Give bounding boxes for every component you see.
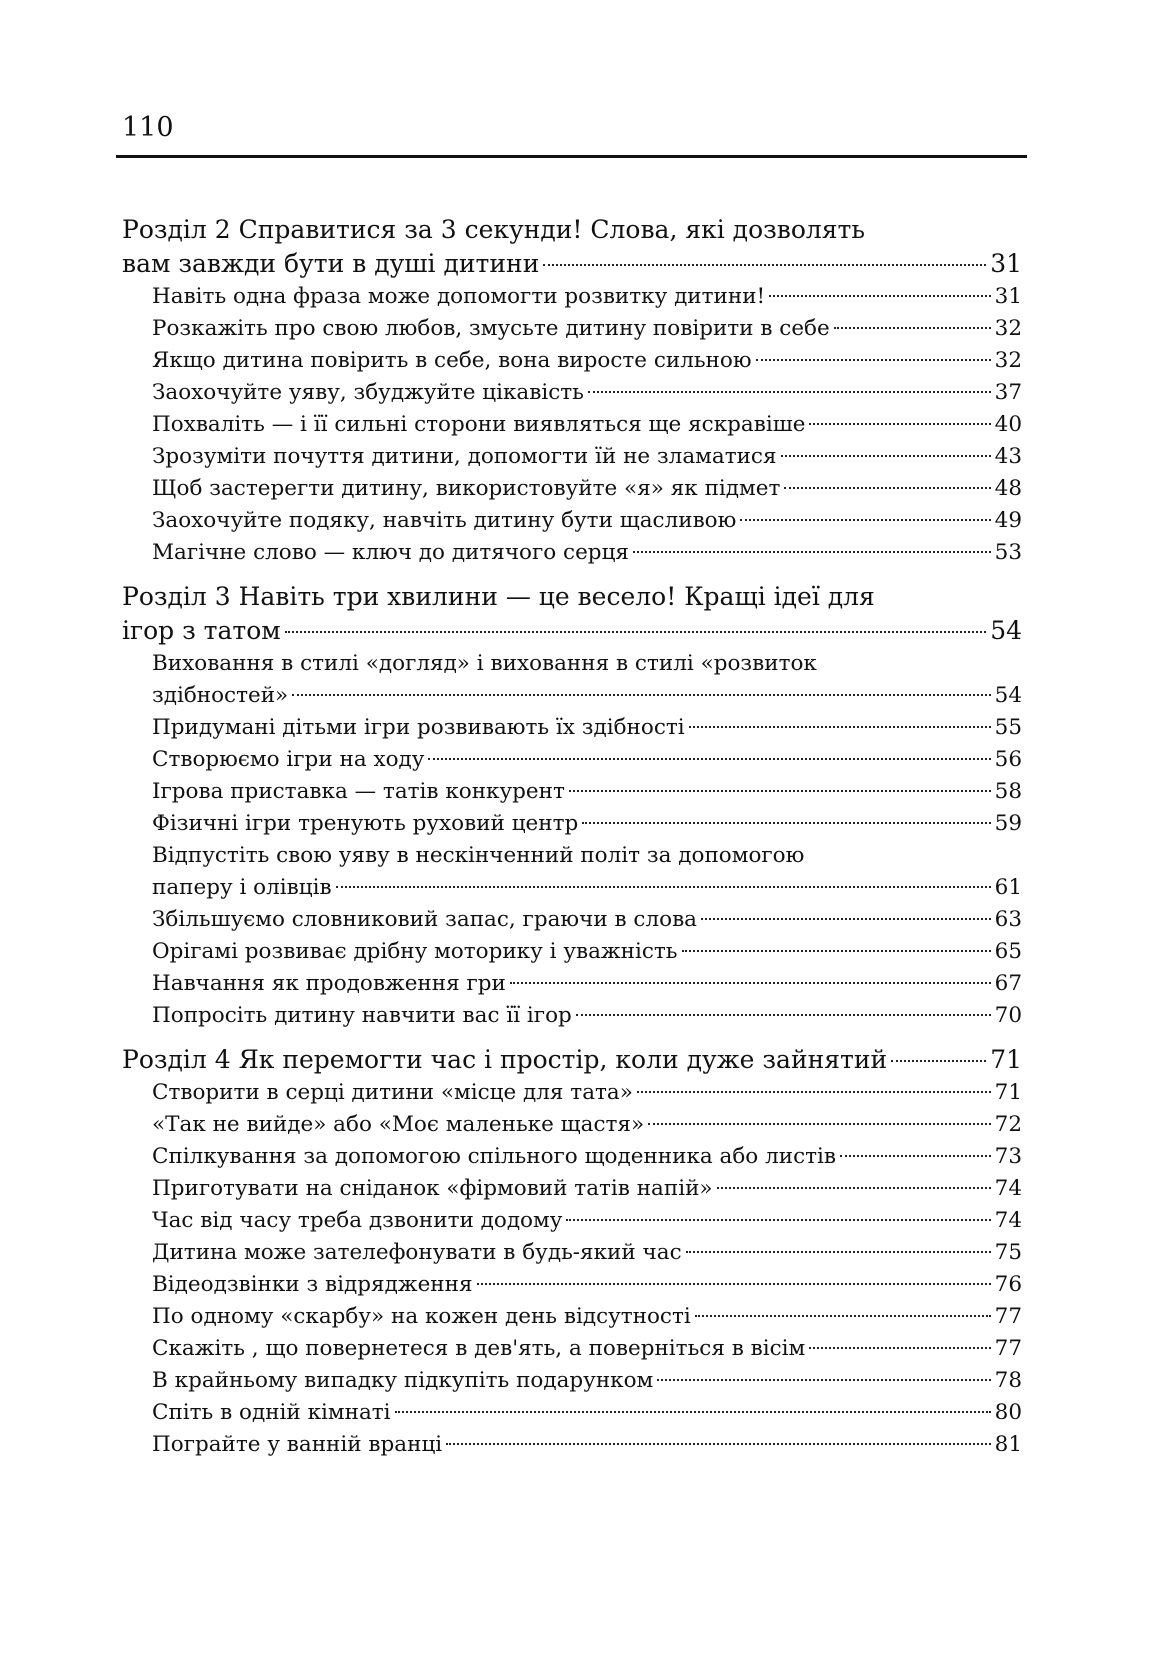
- section-title-line: Відпустіть свою уяву в нескінченний політ за допомогою: [152, 843, 805, 868]
- section-entry[interactable]: [122, 936, 1022, 968]
- dot-leader: [682, 950, 991, 952]
- section-page-number: 37: [994, 380, 1022, 405]
- section-entry[interactable]: [122, 1365, 1022, 1397]
- dot-leader: [701, 918, 991, 920]
- section-title-line: Виховання в стилі «догляд» і виховання в стилі «розвиток: [152, 651, 817, 676]
- section-title: Якщо дитина повірить в себе, вона виросте сильною: [152, 348, 752, 373]
- section-page-number: 58: [994, 779, 1022, 804]
- dot-leader: [569, 790, 991, 792]
- section-title: Похваліть — і її сильні сторони виявляться ще яскравіше: [152, 412, 806, 437]
- section-entry[interactable]: [122, 1173, 1022, 1205]
- chapter-title: ігор з татом: [122, 616, 281, 645]
- dot-leader: [292, 694, 990, 696]
- dot-leader: [336, 886, 991, 888]
- section-page-number: 49: [994, 508, 1022, 533]
- section-entry[interactable]: [122, 473, 1022, 505]
- chapter-title: вам завжди бути в душі дитини: [122, 249, 540, 278]
- section-entry[interactable]: [122, 1237, 1022, 1269]
- section-page-number: 77: [994, 1336, 1022, 1361]
- section-entry[interactable]: [122, 1077, 1022, 1109]
- section-title: Скажіть , що повернетеся в дев'ять, а поверніться в вісім: [152, 1336, 806, 1361]
- dot-leader: [834, 327, 991, 329]
- section-page-number: 74: [994, 1176, 1022, 1201]
- header-rule: [116, 155, 1027, 158]
- section-title: В крайньому випадку підкупіть подарунком: [152, 1368, 654, 1393]
- dot-leader: [809, 1347, 990, 1349]
- section-page-number: 81: [994, 1432, 1022, 1457]
- dot-leader: [576, 1014, 991, 1016]
- dot-leader: [657, 1379, 990, 1381]
- section-title: Ігрова приставка — татів конкурент: [152, 779, 565, 804]
- section-entry[interactable]: [122, 441, 1022, 473]
- chapter-entry[interactable]: [122, 614, 1022, 648]
- dot-leader: [588, 391, 991, 393]
- section-entry[interactable]: [122, 505, 1022, 537]
- section-title: Зрозуміти почуття дитини, допомогти їй не зламатися: [152, 444, 777, 469]
- dot-leader: [756, 359, 991, 361]
- dot-leader: [637, 1091, 991, 1093]
- section-entry[interactable]: [122, 680, 1022, 712]
- section-title: Навчання як продовження гри: [152, 971, 506, 996]
- section-page-number: 31: [994, 284, 1022, 309]
- section-entry[interactable]: [122, 1397, 1022, 1429]
- section-entry[interactable]: [122, 1000, 1022, 1032]
- section-entry[interactable]: [122, 1301, 1022, 1333]
- section-page-number: 76: [994, 1272, 1022, 1297]
- section-entry[interactable]: [122, 1269, 1022, 1301]
- section-page-number: 55: [994, 715, 1022, 740]
- section-title: Створюємо ігри на ходу: [152, 747, 425, 772]
- chapter-entry[interactable]: [122, 247, 1022, 281]
- section-title: Розкажіть про свою любов, змусьте дитину повірити в себе: [152, 316, 830, 341]
- section-entry[interactable]: [122, 712, 1022, 744]
- section-page-number: 77: [994, 1304, 1022, 1329]
- dot-leader: [285, 631, 986, 633]
- section-entry[interactable]: [122, 744, 1022, 776]
- section-entry[interactable]: [122, 1141, 1022, 1173]
- dot-leader: [648, 1123, 991, 1125]
- page-number: 110: [122, 112, 174, 143]
- dot-leader: [695, 1315, 991, 1317]
- section-page-number: 61: [994, 875, 1022, 900]
- section-page-number: 53: [994, 540, 1022, 565]
- chapter-page-number: 71: [990, 1045, 1022, 1074]
- section-entry[interactable]: [122, 776, 1022, 808]
- dot-leader: [446, 1443, 990, 1445]
- section-title: Збільшуємо словниковий запас, граючи в слова: [152, 907, 697, 932]
- section-entry[interactable]: [122, 1205, 1022, 1237]
- section-title: Спілкування за допомогою спільного щоденника або листів: [152, 1144, 836, 1169]
- section-entry[interactable]: [122, 409, 1022, 441]
- section-entry[interactable]: [122, 808, 1022, 840]
- section-title: Пограйте у ванній вранці: [152, 1432, 443, 1457]
- chapter-page-number: 54: [990, 616, 1022, 645]
- section-entry[interactable]: [122, 1429, 1022, 1461]
- section-page-number: 48: [994, 476, 1022, 501]
- section-title: Придумані дітьми ігри розвивають їх здібності: [152, 715, 685, 740]
- section-title: Дитина може зателефонувати в будь-який час: [152, 1240, 682, 1265]
- dot-leader: [784, 487, 990, 489]
- dot-leader: [809, 423, 990, 425]
- section-page-number: 78: [994, 1368, 1022, 1393]
- section-entry[interactable]: [122, 904, 1022, 936]
- section-page-number: 32: [994, 316, 1022, 341]
- section-title: Створити в серці дитини «місце для тата»: [152, 1080, 633, 1105]
- section-page-number: 74: [994, 1208, 1022, 1233]
- section-entry[interactable]: [122, 968, 1022, 1000]
- section-title: Навіть одна фраза може допомогти розвитку дитини!: [152, 284, 766, 309]
- section-page-number: 70: [994, 1003, 1022, 1028]
- section-page-number: 75: [994, 1240, 1022, 1265]
- section-page-number: 67: [994, 971, 1022, 996]
- section-title: Час від часу треба дзвонити додому: [152, 1208, 563, 1233]
- chapter-title: Розділ 4 Як перемогти час і простір, коли дуже зайнятий: [122, 1045, 888, 1074]
- section-page-number: 40: [994, 412, 1022, 437]
- dot-leader: [686, 1251, 991, 1253]
- dot-leader: [840, 1155, 991, 1157]
- dot-leader: [582, 822, 990, 824]
- dot-leader: [717, 1187, 991, 1189]
- table-of-contents: [122, 213, 1022, 1472]
- section-entry[interactable]: [122, 313, 1022, 345]
- section-entry[interactable]: [122, 537, 1022, 569]
- section-title: Відеодзвінки з відрядження: [152, 1272, 473, 1297]
- section-title: Магічне слово — ключ до дитячого серця: [152, 540, 629, 565]
- section-title: Заохочуйте подяку, навчіть дитину бути щасливою: [152, 508, 737, 533]
- section-title: «Так не вийде» або «Моє маленьке щастя»: [152, 1112, 645, 1137]
- section-page-number: 73: [994, 1144, 1022, 1169]
- section-page-number: 59: [994, 811, 1022, 836]
- chapter-title-line: Розділ 2 Справитися за 3 секунди! Слова, які дозволять: [122, 215, 865, 244]
- dot-leader: [891, 1060, 986, 1062]
- section-title: Фізичні ігри тренують руховий центр: [152, 811, 579, 836]
- section-page-number: 56: [994, 747, 1022, 772]
- section-title: Попросіть дитину навчити вас її ігор: [152, 1003, 572, 1028]
- section-title: здібностей»: [152, 683, 289, 708]
- toc-chapter: [122, 580, 1022, 1032]
- dot-leader: [689, 726, 991, 728]
- section-entry[interactable]: [122, 1333, 1022, 1365]
- section-title: паперу і олівців: [152, 875, 332, 900]
- section-page-number: 54: [994, 683, 1022, 708]
- toc-chapter: [122, 1043, 1022, 1461]
- section-page-number: 71: [994, 1080, 1022, 1105]
- section-entry[interactable]: [122, 345, 1022, 377]
- section-page-number: 80: [994, 1400, 1022, 1425]
- section-title: Приготувати на сніданок «фірмовий татів напій»: [152, 1176, 713, 1201]
- dot-leader: [566, 1219, 990, 1221]
- chapter-page-number: 31: [990, 249, 1022, 278]
- dot-leader: [740, 519, 990, 521]
- section-title: Спіть в одній кімнаті: [152, 1400, 391, 1425]
- dot-leader: [769, 295, 990, 297]
- dot-leader: [781, 455, 991, 457]
- section-title: Заохочуйте уяву, збуджуйте цікавість: [152, 380, 584, 405]
- section-title: Щоб застерегти дитину, використовуйте «я» як підмет: [152, 476, 781, 501]
- section-page-number: 65: [994, 939, 1022, 964]
- dot-leader: [543, 264, 986, 266]
- section-title: По одному «скарбу» на кожен день відсутності: [152, 1304, 691, 1329]
- chapter-title-line: Розділ 3 Навіть три хвилини — це весело! Кращі ідеї для: [122, 582, 875, 611]
- dot-leader: [477, 1283, 991, 1285]
- dot-leader: [428, 758, 990, 760]
- section-page-number: 43: [994, 444, 1022, 469]
- dot-leader: [510, 982, 991, 984]
- chapter-entry[interactable]: [122, 1043, 1022, 1077]
- section-page-number: 72: [994, 1112, 1022, 1137]
- section-title: Орігамі розвиває дрібну моторику і уважність: [152, 939, 678, 964]
- section-page-number: 63: [994, 907, 1022, 932]
- dot-leader: [633, 551, 991, 553]
- section-entry[interactable]: [122, 281, 1022, 313]
- toc-chapter: [122, 213, 1022, 569]
- section-entry[interactable]: [122, 1109, 1022, 1141]
- section-entry[interactable]: [122, 377, 1022, 409]
- section-entry[interactable]: [122, 872, 1022, 904]
- dot-leader: [395, 1411, 991, 1413]
- section-page-number: 32: [994, 348, 1022, 373]
